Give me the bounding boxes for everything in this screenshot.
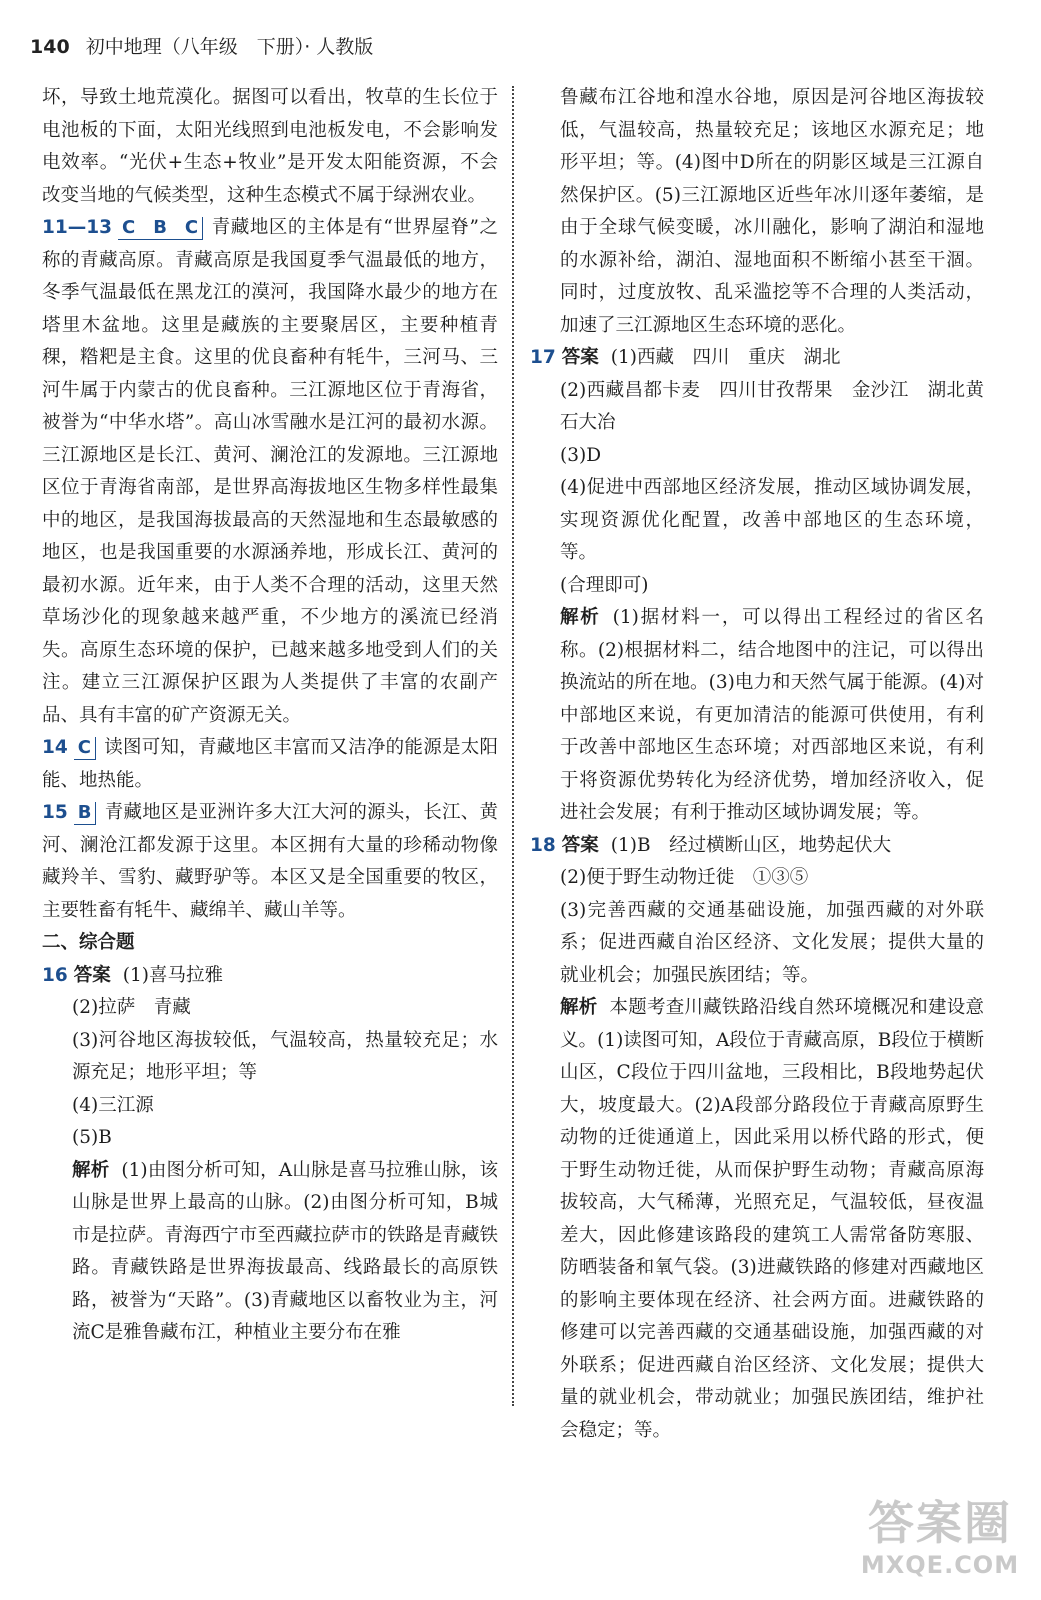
question-18-answer-2: (2)便于野生动物迁徙 ①③⑤: [560, 867, 809, 888]
question-16-analysis-continued: 鲁藏布江谷地和湟水谷地，原因是河谷地区海拔较低，气温较高，热量较充足；该地区水源充足；地形平坦；等。(4)图中D所在的阴影区域是三江源自然保护区。(5)三江源地区近些年冰川逐年萎缩，是由于全球气候变暖，冰川融化，影响了湖泊和湿地的水源补给，湖泊、湿地面积不断缩小甚至干涸。同时，过度放牧、乱采滥挖等不合理的人类活动，加速了三江源地区生态环境的恶化。: [560, 87, 984, 336]
analysis-label: 解析: [560, 607, 601, 628]
question-16-answer-1: [42, 960, 498, 993]
answer-box: C: [74, 737, 96, 760]
column-divider: [512, 86, 514, 1406]
question-17-answer-4: (4)促进中西部地区经济发展，推动区域协调发展，实现资源优化配置，改善中部地区的生态环境，等。: [560, 477, 984, 563]
analysis-label: 解析: [560, 997, 598, 1018]
page-number: 140: [30, 36, 70, 58]
question-15: [42, 797, 498, 927]
question-17-answer-4-note: (合理即可): [560, 574, 649, 596]
section-heading: 二、综合题: [42, 932, 135, 953]
analysis-text: (1)据材料一，可以得出工程经过的省区名称。(2)根据材料二，结合地图中的注记，可以得出换流站的所在地。(3)电力和天然气属于能源。(4)对中部地区来说，有更加清洁的能源可供使用，有利于改善中部地区生态环境；对西部地区来说，有利于将资源优势转化为经济优势，增加经济收入，促进社会发展；有利于推动区域协调发展；等。: [560, 607, 984, 823]
answer-text: (1)西藏 四川 重庆 湖北: [610, 347, 841, 368]
answer-text: (1)喜马拉雅: [122, 964, 223, 986]
analysis-text: (1)由图分析可知，A山脉是喜马拉雅山脉，该山脉是世界上最高的山脉。(2)由图分析可知，B城市是拉萨。青海西宁市至西藏拉萨市的铁路是青藏铁路。青藏铁路是世界海拔最高、线路最长的高原铁路，被誉为“天路”。(3)青藏地区以畜牧业为主，河流C是雅鲁藏布江，种植业主要分布在雅: [72, 1159, 498, 1343]
analysis-text: 本题考查川藏铁路沿线自然环境概况和建设意义。(1)读图可知，A段位于青藏高原，B段位于横断山区，C段位于四川盆地，三段相比，B段地势起伏大，坡度最大。(2)A段部分路段位于青藏高原野生动物的迁徙通道上，因此采用以桥代路的形式，便于野生动物迁徙，从而保护野生动物；青藏高原海拔较高，大气稀薄，光照充足，气温较低，昼夜温差大，因此修建该路段的建筑工人需常备防寒服、防晒装备和氧气袋。(3)进藏铁路的修建对西藏地区的影响主要体现在经济、社会两方面。进藏铁路的修建可以完善西藏的交通基础设施，加强西藏的对外联系；促进西藏自治区经济、文化发展；提供大量的就业机会，带动就业；加强民族团结，维护社会稳定；等。: [560, 997, 984, 1441]
question-number: 15: [42, 802, 68, 823]
explanation-text: 青藏地区的主体是有“世界屋脊”之称的青藏高原。青藏高原是我国夏季气温最低的地方，冬季气温最低在黑龙江的漠河，我国降水最少的地方在塔里木盆地。这里是藏族的主要聚居区，主要种植青稞，糌粑是主食。这里的优良畜种有牦牛，三河马、三河牛属于内蒙古的优良畜种。三江源地区位于青海省，被誉为“中华水塔”。高山冰雪融水是江河的最初水源。三江源地区是长江、黄河、澜沧江的发源地。三江源地区位于青海省南部，是世界高海拔地区生物多样性最集中的地区，是我国海拔最高的天然湿地和生态最敏感的地区，也是我国重要的水源涵养地，形成长江、黄河的最初水源。近年来，由于人类不合理的活动，这里天然草场沙化的现象越来越严重，不少地方的溪流已经消失。高原生态环境的保护，已越来越多地受到人们的关注。建立三江源保护区跟为人类提供了丰富的农副产品、具有丰富的矿产资源无关。: [42, 217, 498, 726]
answer-text: (1)B 经过横断山区，地势起伏大: [610, 834, 892, 856]
answer-box: B: [74, 802, 97, 825]
question-16-analysis: [42, 1155, 498, 1350]
question-number: 14: [42, 737, 68, 758]
answer-label: 答案: [73, 964, 111, 986]
question-number: 16: [42, 964, 68, 986]
site-watermark: [850, 1495, 1030, 1595]
question-17-answer-2: (2)西藏昌都卡麦 四川甘孜帮果 金沙江 湖北黄石大冶: [560, 379, 984, 433]
answer-label: 答案: [561, 347, 599, 368]
question-18-analysis: [530, 992, 984, 1447]
question-16-answer-3: (3)河谷地区海拔较低，气温较高，热量较充足；水源充足；地形平坦；等: [72, 1029, 498, 1083]
left-column: [42, 82, 498, 1350]
question-17-answer-1: [530, 342, 984, 375]
question-18-answer-3: (3)完善西藏的交通基础设施，加强西藏的对外联系；促进西藏自治区经济、文化发展；提供大量的就业机会；加强民族团结；等。: [560, 899, 984, 986]
question-18-answer-1: [530, 830, 984, 863]
question-16-answer-4: (4)三江源: [72, 1094, 154, 1116]
explanation-text: 读图可知，青藏地区丰富而又洁净的能源是太阳能、地热能。: [42, 737, 498, 791]
page-header: [30, 32, 373, 62]
analysis-label: 解析: [72, 1159, 110, 1181]
answer-box: C B C: [118, 217, 203, 240]
question-11-13: [42, 212, 498, 732]
right-column: [530, 82, 984, 1447]
explanation-text: 青藏地区是亚洲许多大江大河的源头，长江、黄河、澜沧江都发源于这里。本区拥有大量的珍稀动物像藏羚羊、雪豹、藏野驴等。本区又是全国重要的牧区，主要牲畜有牦牛、藏绵羊、藏山羊等。: [42, 802, 498, 921]
watermark-url: MXQE.COM: [860, 1551, 1020, 1579]
question-16-answer-5: (5)B: [72, 1127, 112, 1148]
question-17-answer-3: (3)D: [560, 444, 602, 466]
question-number: 11—13: [42, 217, 112, 238]
question-14: [42, 732, 498, 797]
question-16-answer-2: (2)拉萨 青藏: [72, 997, 191, 1018]
question-number: 17: [530, 347, 556, 368]
book-title: 初中地理（八年级 下册）· 人教版: [85, 36, 374, 58]
watermark-logo: 答案圈: [868, 1496, 1012, 1550]
answer-label: 答案: [561, 834, 599, 856]
question-17-analysis: [530, 602, 984, 830]
previous-explanation-continued: 坏，导致土地荒漠化。据图可以看出，牧草的生长位于电池板的下面，太阳光线照到电池板发电，不会影响发电效率。“光伏+生态+牧业”是开发太阳能资源，不会改变当地的气候类型，这种生态模式不属于绿洲农业。: [42, 87, 498, 206]
question-number: 18: [530, 834, 556, 856]
